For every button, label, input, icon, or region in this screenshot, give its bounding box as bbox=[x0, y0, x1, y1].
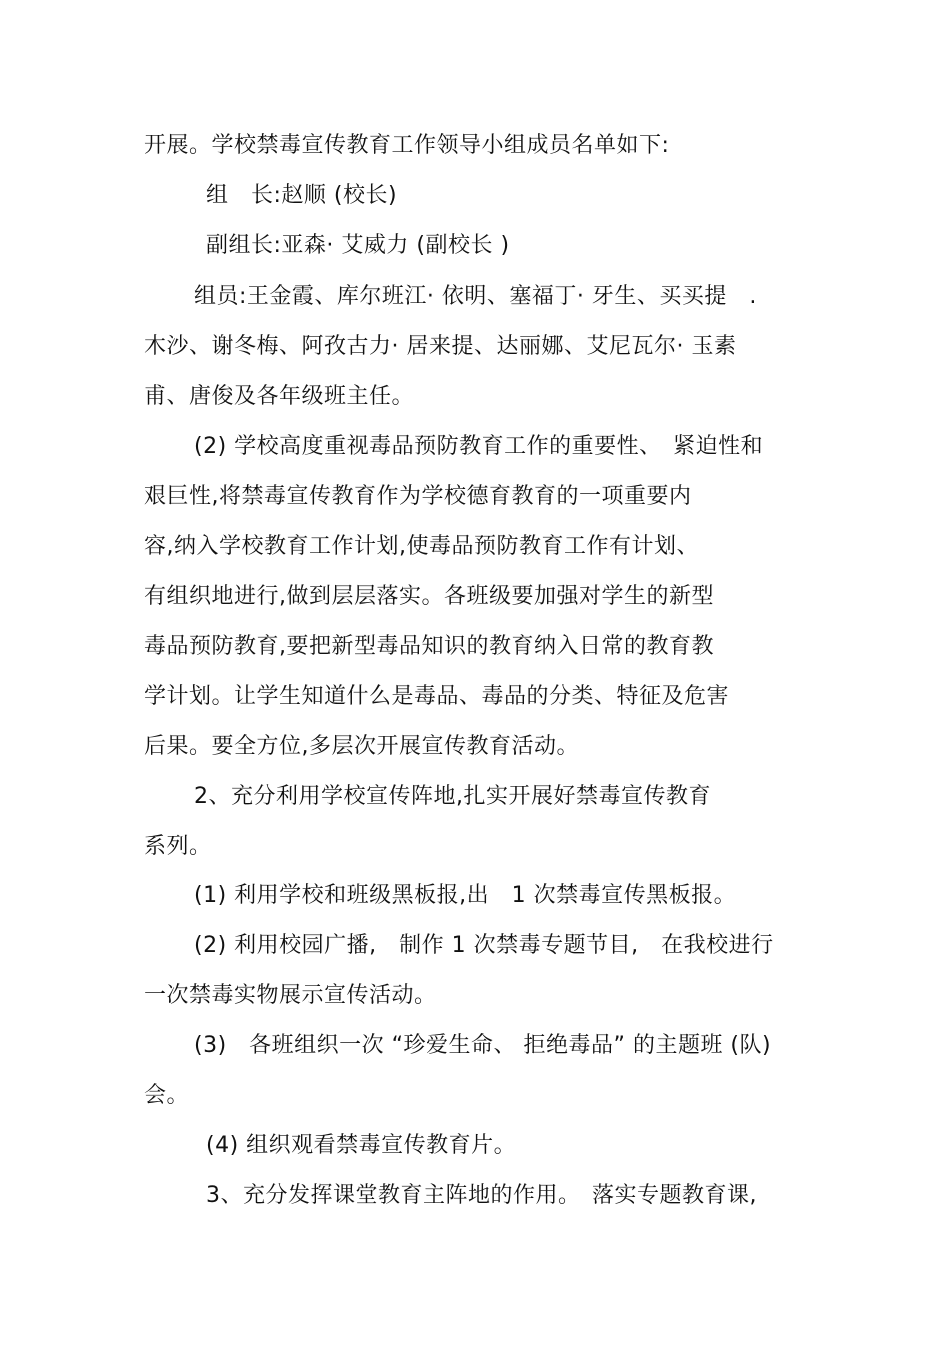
text-line: (2) 学校高度重视毒品预防教育工作的重要性、 紧迫性和 bbox=[194, 434, 764, 459]
text-line: 甫、唐俊及各年级班主任。 bbox=[144, 384, 415, 409]
text-line: 会。 bbox=[144, 1083, 190, 1108]
text-line: 木沙、谢冬梅、阿孜古力· 居来提、达丽娜、艾尼瓦尔· 玉素 bbox=[144, 334, 737, 359]
text-line: 组 长:赵顺 (校长) bbox=[206, 183, 398, 208]
text-line: 一次禁毒实物展示宣传活动。 bbox=[144, 983, 437, 1008]
text-line: 毒品预防教育,要把新型毒品知识的教育纳入日常的教育教 bbox=[144, 634, 714, 659]
text-line: 容,纳入学校教育工作计划,使毒品预防教育工作有计划、 bbox=[144, 534, 699, 559]
text-line: 开展。学校禁毒宣传教育工作领导小组成员名单如下: bbox=[144, 133, 670, 158]
text-line: 有组织地进行,做到层层落实。各班级要加强对学生的新型 bbox=[144, 584, 714, 609]
text-line: 艰巨性,将禁毒宣传教育作为学校德育教育的一项重要内 bbox=[144, 484, 692, 509]
text-line: 系列。 bbox=[144, 834, 212, 859]
text-line: 副组长:亚森· 艾威力 (副校长 ) bbox=[206, 233, 510, 258]
text-line: (2) 利用校园广播, 制作 1 次禁毒专题节目, 在我校进行 bbox=[194, 933, 774, 958]
text-line: (4) 组织观看禁毒宣传教育片。 bbox=[206, 1133, 517, 1158]
text-line: 组员:王金霞、库尔班江· 依明、塞福丁· 牙生、买买提 . bbox=[194, 284, 757, 309]
text-line: (1) 利用学校和班级黑板报,出 1 次禁毒宣传黑板报。 bbox=[194, 883, 737, 908]
text-line: 3、充分发挥课堂教育主阵地的作用。 落实专题教育课, bbox=[206, 1183, 757, 1208]
text-line: 学计划。让学生知道什么是毒品、毒品的分类、特征及危害 bbox=[144, 684, 730, 709]
text-line: (3) 各班组织一次 “珍爱生命、 拒绝毒品” 的主题班 (队) bbox=[194, 1033, 772, 1058]
text-line: 2、充分利用学校宣传阵地,扎实开展好禁毒宣传教育 bbox=[194, 784, 711, 809]
text-line: 后果。要全方位,多层次开展宣传教育活动。 bbox=[144, 734, 579, 759]
